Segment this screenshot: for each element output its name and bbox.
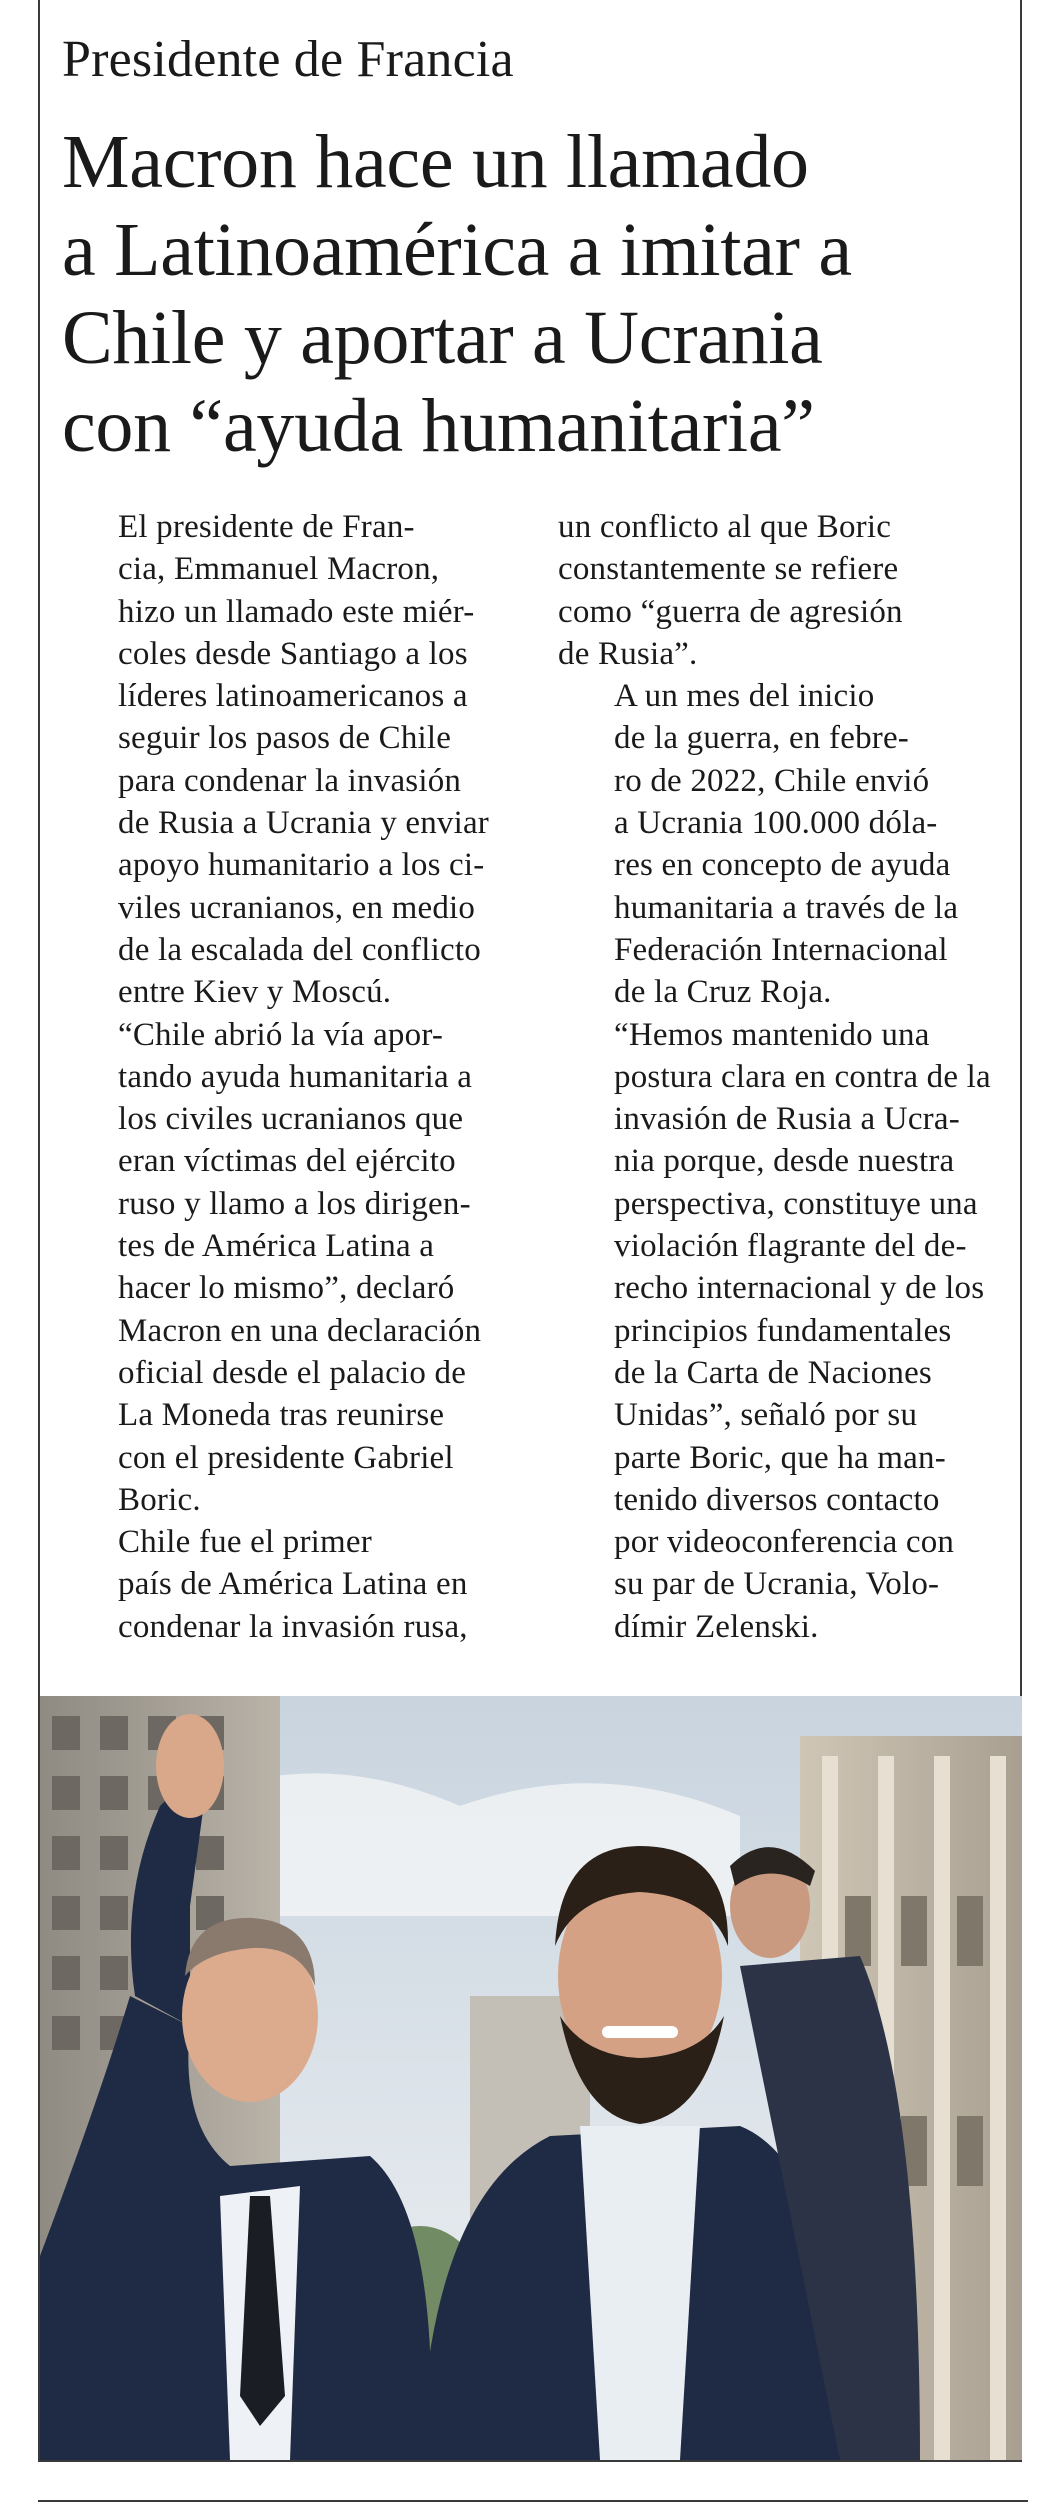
text-line: apoyo humanitario a los ci-: [118, 847, 485, 884]
text-line: coles desde Santiago a los: [118, 635, 468, 672]
text-line: su par de Ucrania, Volo-: [614, 1566, 940, 1603]
text-line: tes de América Latina a: [118, 1228, 435, 1265]
text-line: humanitaria a través de la: [614, 889, 959, 926]
text-line: entre Kiev y Moscú.: [118, 974, 392, 1011]
text-line: de la Cruz Roja.: [614, 974, 832, 1011]
text-line: condenar la invasión rusa,: [118, 1608, 468, 1645]
paragraph: [558, 675, 1004, 1013]
text-line: nia porque, desde nuestra: [614, 1143, 955, 1180]
paragraph: [558, 1014, 1004, 1648]
text-line: El presidente de Fran-: [118, 509, 415, 545]
text-line: con el presidente Gabriel: [118, 1439, 454, 1476]
headline-line: Chile y aportar a Ucrania: [62, 296, 823, 380]
text-line: como “guerra de agresión: [558, 593, 903, 630]
body-column-1: [62, 506, 502, 1648]
headline-line: Macron hace un llamado: [62, 120, 809, 204]
text-line: recho internacional y de los: [614, 1270, 985, 1307]
text-line: un conflicto al que Boric: [558, 509, 892, 545]
text-line: viles ucranianos, en medio: [118, 889, 476, 926]
headline-line: con “ayuda humanitaria”: [62, 384, 815, 468]
text-line: líderes latinoamericanos a: [118, 678, 468, 715]
text-line: por videoconferencia con: [614, 1524, 955, 1561]
kicker: Presidente de Francia: [62, 31, 514, 88]
text-line: res en concepto de ayuda: [614, 847, 951, 884]
text-line: tenido diversos contacto: [614, 1481, 940, 1518]
text-line: constantemente se refiere: [558, 551, 899, 588]
text-line: de la guerra, en febre-: [614, 720, 909, 757]
text-line: ruso y llamo a los dirigen-: [118, 1185, 471, 1222]
text-line: invasión de Rusia a Ucra-: [614, 1101, 960, 1138]
text-line: A un mes del inicio: [614, 678, 875, 715]
paragraph: [558, 506, 1004, 675]
text-line: Chile fue el primer: [118, 1524, 372, 1561]
text-line: ro de 2022, Chile envió: [614, 762, 930, 799]
text-line: perspectiva, constituye una: [614, 1185, 978, 1222]
text-line: dímir Zelenski.: [614, 1608, 819, 1645]
text-line: de la escalada del conflicto: [118, 931, 481, 968]
text-line: a Ucrania 100.000 dóla-: [614, 805, 938, 842]
text-line: tando ayuda humanitaria a: [118, 1058, 473, 1095]
bottom-rule: [38, 2500, 1028, 2502]
text-line: país de América Latina en: [118, 1566, 468, 1603]
headline-line: a Latinoamérica a imitar a: [62, 208, 852, 292]
text-line: cia, Emmanuel Macron,: [118, 551, 440, 588]
text-line: de la Carta de Naciones: [614, 1354, 932, 1391]
text-line: Unidas”, señaló por su: [614, 1397, 918, 1434]
text-line: violación flagrante del de-: [614, 1228, 967, 1265]
paragraph: [62, 506, 502, 1014]
headline: [62, 118, 1012, 470]
text-line: Boric.: [118, 1481, 201, 1518]
text-line: postura clara en contra de la: [614, 1058, 991, 1095]
paragraph: [62, 1521, 502, 1648]
text-line: oficial desde el palacio de: [118, 1354, 467, 1391]
text-line: los civiles ucranianos que: [118, 1101, 464, 1138]
text-line: Macron en una declaración: [118, 1312, 482, 1349]
text-line: Federación Internacional: [614, 931, 948, 968]
text-line: La Moneda tras reunirse: [118, 1397, 445, 1434]
text-line: “Chile abrió la vía apor-: [118, 1016, 444, 1053]
text-line: hizo un llamado este miér-: [118, 593, 475, 630]
text-line: hacer lo mismo”, declaró: [118, 1270, 455, 1307]
body-column-2: [558, 506, 1004, 1648]
text-line: principios fundamentales: [614, 1312, 952, 1349]
text-line: eran víctimas del ejército: [118, 1143, 456, 1180]
article-photo: [40, 1696, 1022, 2460]
text-line: parte Boric, que ha man-: [614, 1439, 946, 1476]
text-line: de Rusia”.: [558, 635, 698, 672]
paragraph: [62, 1014, 502, 1522]
text-line: seguir los pasos de Chile: [118, 720, 452, 757]
text-line: “Hemos mantenido una: [614, 1016, 930, 1053]
text-line: de Rusia a Ucrania y enviar: [118, 805, 489, 842]
text-line: para condenar la invasión: [118, 762, 462, 799]
